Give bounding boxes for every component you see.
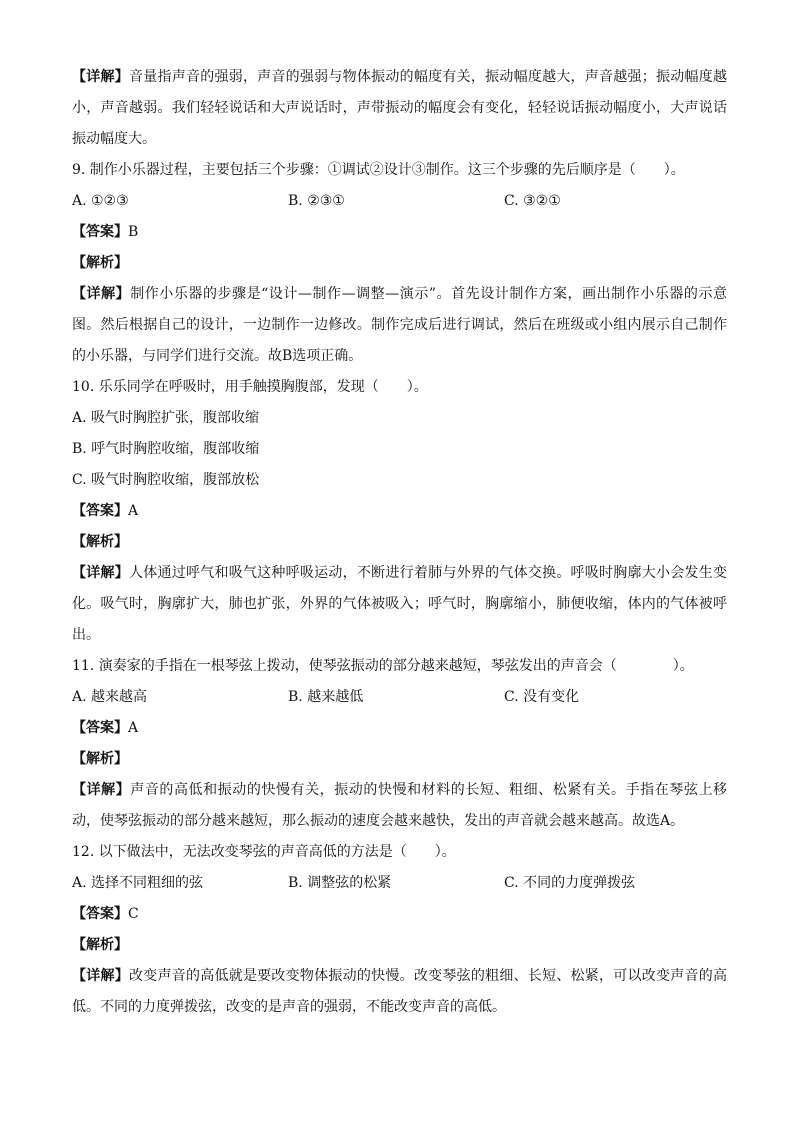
explanation-paragraph [72,279,727,372]
question-line: 12. 以下做法中，无法改变琴弦的声音高低的方法是（ ）。 [72,844,456,860]
options-row [72,186,727,217]
explanation-paragraph [72,62,727,155]
section-tag: 【详解】 [72,968,129,984]
question-line: 10. 乐乐同学在呼吸时，用手触摸胸腹部，发现（ ）。 [72,379,428,395]
option-item: A. ①②③ [72,193,129,209]
question-line: A. 吸气时胸腔扩张，腹部收缩 [72,410,260,426]
section-tag: 【详解】 [72,286,131,302]
option-item: C. ③②① [504,193,561,209]
paragraph-text: 改变声音的高低就是要改变物体振动的快慢。改变琴弦的粗细、长短、松紧，可以改变声音的高低。不同的力度弹拨弦，改变的是声音的强弱，不能改变声音的高低。 [72,968,728,1015]
section-tag: 【详解】 [72,69,129,85]
question-line: C. 吸气时胸腔收缩，腹部放松 [72,472,260,488]
tag-line [72,713,727,744]
option-item: B. 越来越低 [288,689,364,705]
paragraph-text: 制作小乐器的步骤是“设计—制作—调整—演示”。首先设计制作方案，画出制作小乐器的示意图。然后根据自己的设计，一边制作一边修改。制作完成后进行调试，然后在班级或小组内展示自己制作的小乐器，与同学们进行交流。故B选项正确。 [72,286,728,364]
tag-line [72,496,727,527]
explanation-paragraph [72,558,727,651]
option-item: C. 不同的力度弹拨弦 [504,875,636,891]
paragraph-text: 音量指声音的强弱，声音的强弱与物体振动的幅度有关，振动幅度越大，声音越强；振动幅度越小，声音越弱。我们轻轻说话和大声说话时，声带振动的幅度会有变化，轻轻说话振动幅度小，大声说话振动幅度大。 [72,69,728,147]
tag-line [72,248,727,279]
tag-value: B [128,224,139,240]
explanation-paragraph [72,961,727,1023]
question-line: 9. 制作小乐器过程，主要包括三个步骤：①调试②设计③制作。这三个步骤的先后顺序是（ ）。 [72,162,685,178]
tag-value: A [128,503,139,519]
section-tag: 【详解】 [72,565,129,581]
paragraph-text: 人体通过呼气和吸气这种呼吸运动，不断进行着肺与外界的气体交换。呼吸时胸廓大小会发生变化。吸气时，胸廓扩大，肺也扩张，外界的气体被吸入；呼气时，胸廓缩小，肺便收缩，体内的气体被呼出。 [72,565,728,643]
option-item: B. ②③① [288,193,345,209]
section-tag: 【详解】 [72,782,131,798]
tag-line [72,930,727,961]
question-line: 11. 演奏家的手指在一根琴弦上拨动，使琴弦振动的部分越来越短，琴弦发出的声音会（ ）。 [72,658,694,674]
document-page [72,62,727,1023]
tag-value: C [128,906,139,922]
tag-value: A [128,720,139,736]
tag-line [72,744,727,775]
question-line: B. 呼气时胸腔收缩，腹部收缩 [72,441,260,457]
option-item: A. 越来越高 [72,689,148,705]
tag-line [72,899,727,930]
option-item: A. 选择不同粗细的弦 [72,875,204,891]
explanation-paragraph [72,775,727,837]
options-row [72,682,727,713]
option-item: B. 调整弦的松紧 [288,875,392,891]
section-tag: 【解析】 [72,937,128,953]
section-tag: 【答案】 [72,720,128,736]
section-tag: 【解析】 [72,751,128,767]
section-tag: 【解析】 [72,534,128,550]
tag-line [72,527,727,558]
paragraph-text: 声音的高低和振动的快慢有关，振动的快慢和材料的长短、粗细、松紧有关。手指在琴弦上移动，使琴弦振动的部分越来越短，那么振动的速度会越来越快，发出的声音就会越来越高。故选A。 [72,782,728,829]
options-row [72,868,727,899]
option-item: C. 没有变化 [504,689,580,705]
section-tag: 【答案】 [72,503,128,519]
section-tag: 【解析】 [72,255,128,271]
tag-line [72,217,727,248]
section-tag: 【答案】 [72,906,128,922]
section-tag: 【答案】 [72,224,128,240]
